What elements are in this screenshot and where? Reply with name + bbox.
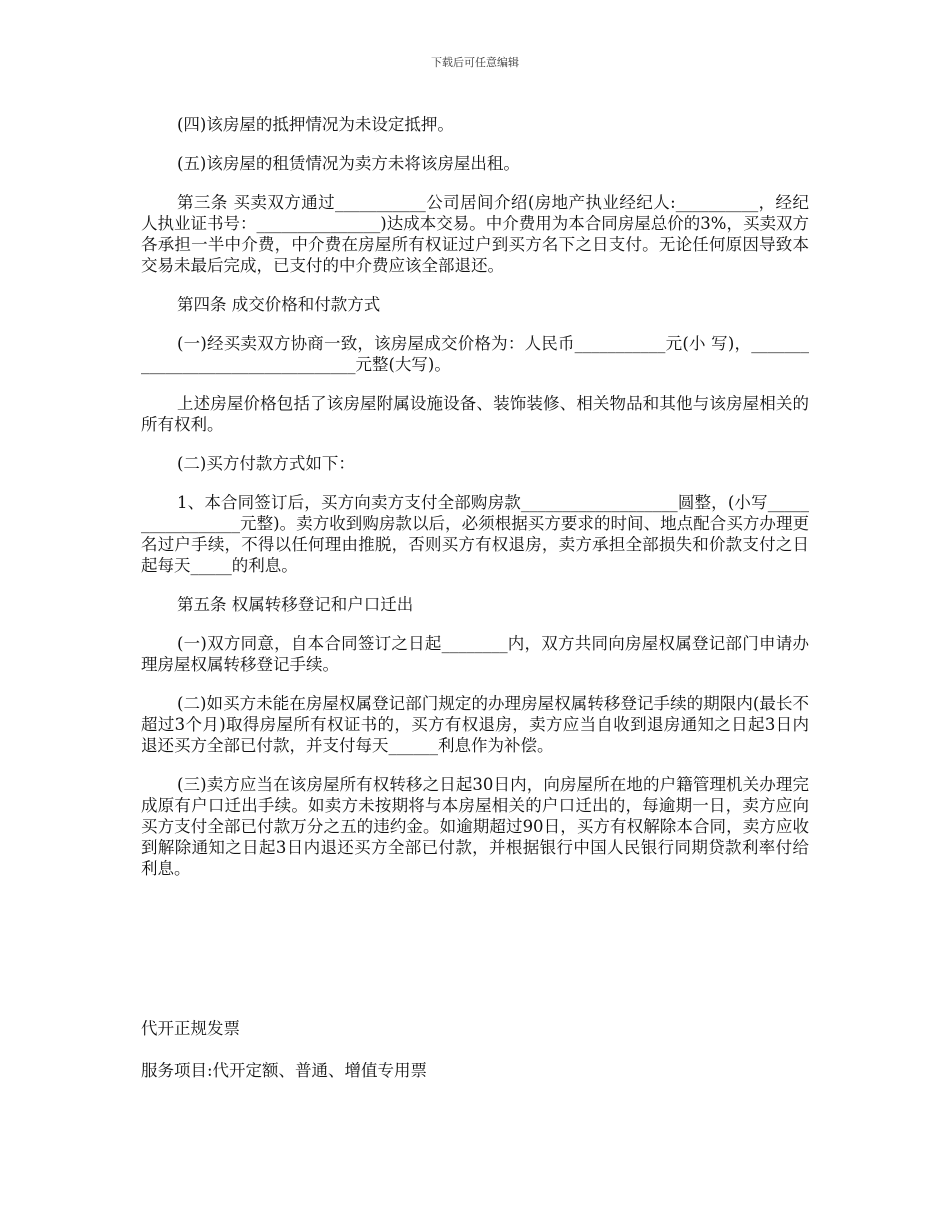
article-5-heading: 第五条 权属转移登记和户口迁出: [177, 595, 414, 614]
clause-price-scope: 上述房屋价格包括了该房屋附属设施设备、装饰装修、相关物品和其他与该房屋相关的所有权利。: [141, 394, 809, 434]
clause-lease: (五)该房屋的租赁情况为卖方未将该房屋出租。: [177, 154, 520, 173]
contract-body: [141, 114, 809, 897]
clause-mortgage: (四)该房屋的抵押情况为未设定抵押。: [177, 115, 454, 134]
clause-registration-failure: (二)如买方未能在房屋权属登记部门规定的办理房屋权属转移登记手续的期限内(最长不超过3个月)取得房屋所有权证书的，买方有权退房，卖方应当自收到退房通知之日起3日内退还买方全部已付款，并支付每天______利息作为补偿。: [141, 694, 809, 755]
clause-hukou-transfer: (三)卖方应当在该房屋所有权转移之日起30日内，向房屋所在地的户籍管理机关办理完成原有户口迁出手续。如卖方未按期将与本房屋相关的户口迁出的，每逾期一日，卖方应向买方支付全部已付款万分之五的违约金。如逾期超过90日，买方有权解除本合同，卖方应收到解除通知之日起3日内退还买方全部已付款，并根据银行中国人民银行同期贷款利率付给利息。: [141, 775, 809, 878]
footer-invoice-title: 代开正规发票: [141, 1019, 240, 1038]
clause-payment-terms: 1、本合同签订后，买方向卖方支付全部购房款___________________圆整，(小写_________________元整)。卖方收到购房款以后，必须根据买方要求的时间、地点配合买方办理更名过户手续，不得以任何理由推脱，否则买方有权退房，卖方承担全部损失和价款支付之日起每天_____的利息。: [141, 493, 809, 575]
article-4-heading: 第四条 成交价格和付款方式: [177, 295, 381, 314]
article-3-agency: 第三条 买卖双方通过___________公司居间介绍(房地产执业经纪人:__________，经纪人执业证书号：_______________)达成本交易。中介费用为本合同房屋总价的3%，买卖双方各承担一半中介费，中介费在房屋所有权证过户到买方名下之日支付。无论任何原因导致本交易未最后完成，已支付的中介费应该全部退还。: [141, 193, 809, 275]
header-note: 下载后可任意编辑: [431, 56, 519, 69]
clause-payment-heading: (二)买方付款方式如下：: [177, 454, 355, 473]
footer-service-items: 服务项目:代开定额、普通、增值专用票: [141, 1061, 428, 1080]
clause-price: (一)经买卖双方协商一致，该房屋成交价格为：人民币___________元(小 写)，_________________________________元整(大写)。: [141, 334, 809, 374]
clause-registration: (一)双方同意，自本合同签订之日起________内，双方共同向房屋权属登记部门申请办理房屋权属转移登记手续。: [141, 634, 809, 674]
